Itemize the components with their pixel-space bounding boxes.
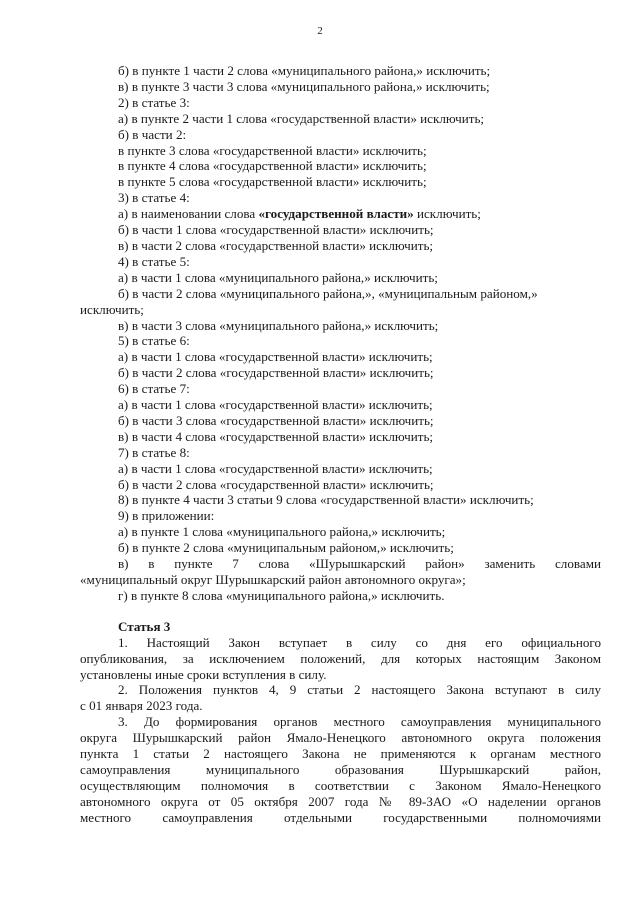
amendment-line: 9) в приложении: [118, 508, 215, 524]
amendment-line: в пункте 4 слова «государственной власти» исключить; [118, 158, 427, 174]
amendment-line: 6) в статье 7: [118, 381, 190, 397]
amendment-line: в) в части 2 слова «государственной власти» исключить; [118, 237, 434, 253]
amendment-line: 7) в статье 8: [118, 444, 190, 460]
bold-phrase: «государственной власти» [258, 206, 414, 222]
amendment-line: 5) в статье 6: [118, 333, 190, 349]
amendment-line: а) в части 1 слова «муниципального района,» исключить; [118, 269, 438, 285]
amendment-line [80, 206, 601, 222]
spacer [80, 604, 601, 619]
page-number: 2 [317, 25, 323, 37]
amendment-text: исключить; [413, 206, 481, 222]
amendment-line: в пункте 5 слова «государственной власти» исключить; [118, 174, 427, 190]
amendment-line: исключить; [80, 301, 144, 317]
amendment-line: 3) в статье 4: [118, 190, 190, 206]
paragraph-line: 3. До формирования органов местного самоуправления муниципального [118, 714, 601, 730]
amendment-line: б) в части 2 слова «государственной власти» исключить; [118, 476, 434, 492]
amendment-line: 2) в статье 3: [118, 94, 190, 110]
paragraph-line: пункта 1 статьи 2 настоящего Закона не применяются к органам местного [80, 746, 601, 762]
paragraph-line: осуществляющим полномочия в соответствии с Законом Ямало-Ненецкого [80, 777, 601, 793]
amendment-line: г) в пункте 8 слова «муниципального района,» исключить. [118, 587, 445, 603]
amendment-line: б) в пункте 2 слова «муниципальным районом,» исключить; [118, 540, 454, 556]
amendment-line: 8) в пункте 4 части 3 статьи 9 слова «государственной власти» исключить; [118, 492, 534, 508]
amendment-line: а) в части 1 слова «государственной власти» исключить; [118, 397, 433, 413]
article-3-paragraph-3 [80, 714, 601, 825]
amendment-line: в пункте 3 слова «государственной власти» исключить; [118, 142, 427, 158]
paragraph-line: с 01 января 2023 года. [80, 698, 203, 714]
paragraph-line: округа Шурышкарский район Ямало-Ненецкого автономного округа положения [80, 730, 601, 746]
amendment-line: а) в части 1 слова «государственной власти» исключить; [118, 460, 433, 476]
amendment-line: б) в части 2: [118, 126, 187, 142]
paragraph-line: 1. Настоящий Закон вступает в силу со дня его официального [118, 634, 601, 650]
article-3-paragraph-2 [80, 682, 601, 714]
article-3-heading: Статья 3 [118, 618, 171, 634]
paragraph-line: самоуправления муниципального образования Шурышкарский район, [80, 761, 601, 777]
amendment-line: а) в пункте 1 слова «муниципального района,» исключить; [118, 524, 446, 540]
amendment-line: в) в части 4 слова «государственной власти» исключить; [118, 428, 434, 444]
amendment-line: в) в пункте 7 слова «Шурышкарский район» заменить словами [118, 556, 601, 572]
paragraph-line: опубликования, за исключением положений, для которых настоящим Законом [80, 650, 601, 666]
amendment-line: б) в части 1 слова «государственной власти» исключить; [118, 222, 434, 238]
amendment-line: «муниципальный округ Шурышкарский район автономного округа»; [80, 572, 466, 587]
paragraph-line: 2. Положения пунктов 4, 9 статьи 2 настоящего Закона вступают в силу [118, 682, 601, 698]
amendment-line: в) в пункте 3 части 3 слова «муниципального района,» исключить; [118, 78, 490, 94]
document-body [80, 63, 601, 826]
amendment-line: а) в пункте 2 части 1 слова «государственной власти» исключить; [118, 110, 485, 126]
paragraph-line: автономного округа от 05 октября 2007 года № 89-ЗАО «О наделении органов [80, 793, 601, 809]
paragraph-line: установлены иные сроки вступления в силу. [80, 666, 327, 682]
amendment-line: б) в части 2 слова «муниципального района,», «муниципальным районом,» [118, 285, 538, 301]
amendment-line: 4) в статье 5: [118, 253, 190, 269]
amendment-line: б) в части 3 слова «государственной власти» исключить; [118, 412, 434, 428]
article-2-amendments [80, 63, 601, 604]
amendment-line: б) в части 2 слова «государственной власти» исключить; [118, 365, 434, 381]
paragraph-line: местного самоуправления отдельными государственными полномочиями [80, 809, 601, 825]
article-3-paragraph-1 [80, 635, 601, 683]
amendment-text: а) в наименовании слова [118, 206, 259, 222]
amendment-line: б) в пункте 1 части 2 слова «муниципального района,» исключить; [118, 63, 491, 78]
amendment-line: в) в части 3 слова «муниципального района,» исключить; [118, 317, 439, 333]
amendment-line: а) в части 1 слова «государственной власти» исключить; [118, 349, 433, 365]
